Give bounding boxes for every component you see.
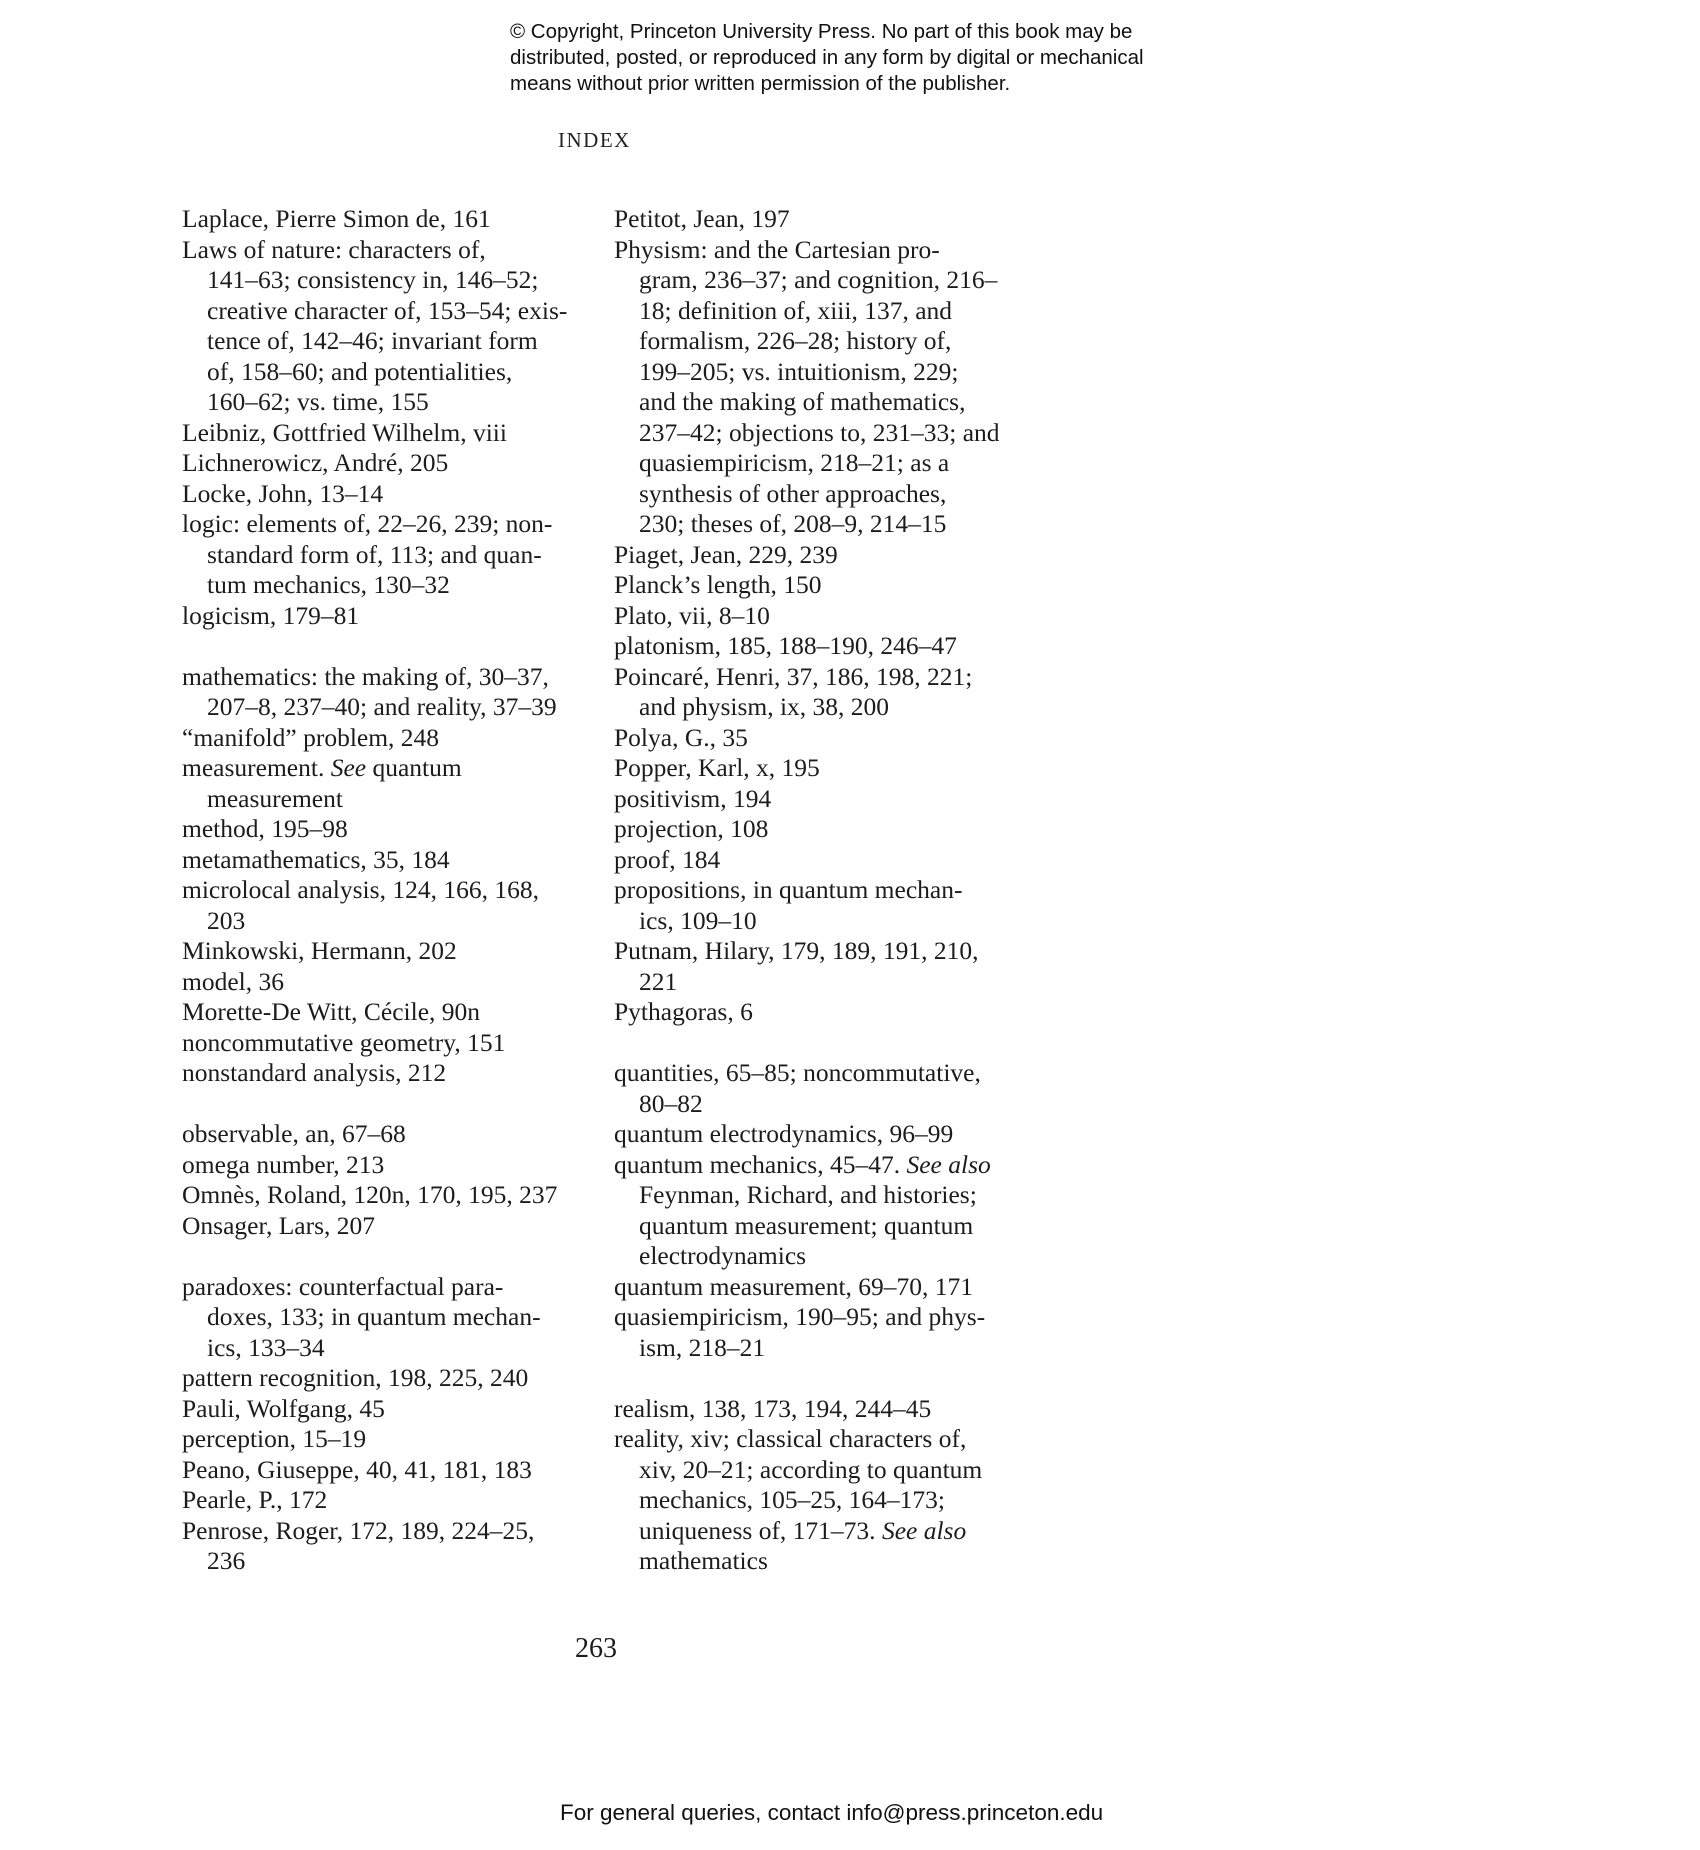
index-entry-text: platonism, 185, 188–190, 246–47 [614, 631, 957, 660]
index-entry-continuation [207, 784, 602, 815]
index-entry-heading [182, 600, 602, 632]
index-entry-text: electrodynamics [639, 1241, 807, 1270]
index-entry [614, 997, 1044, 1028]
see-target: quantum [366, 753, 462, 782]
index-entry-text: Popper, Karl, x, 195 [614, 753, 820, 782]
index-entry [614, 875, 1044, 936]
index-entry-text: mechanics, 105–25, 164–173; [639, 1485, 945, 1514]
index-entry-heading [614, 1302, 1044, 1333]
index-entry-heading [182, 509, 602, 540]
index-column-right [614, 204, 1044, 1577]
index-entry-text: 230; theses of, 208–9, 214–15 [639, 509, 947, 538]
index-entry-text: ism, 218–21 [639, 1332, 766, 1362]
index-entry-text: logic: elements of, 22–26, 239; non- [182, 509, 553, 538]
index-entry-heading [614, 844, 1044, 876]
letter-group-gap [182, 631, 602, 662]
index-entry [182, 601, 602, 632]
index-entry-text: method, 195–98 [182, 814, 348, 843]
index-entry-text: perception, 15–19 [182, 1424, 367, 1453]
index-entry-text: tence of, 142–46; invariant form [207, 326, 538, 355]
index-entry-heading [182, 814, 602, 845]
index-entry [182, 1363, 602, 1394]
index-entry-text: 237–42; objections to, 231–33; and [639, 417, 1000, 447]
index-entry-continuation [639, 479, 1044, 510]
index-entry-text: ics, 109–10 [639, 905, 757, 935]
index-entry-continuation [207, 540, 602, 571]
index-entry-text: measurement. [182, 753, 331, 782]
index-entry-text: model, 36 [182, 966, 284, 996]
index-entry [182, 1028, 602, 1059]
index-entry-continuation [639, 448, 1044, 479]
index-entry-continuation [207, 265, 602, 296]
index-entry-text: quantum measurement, 69–70, 171 [614, 1271, 974, 1301]
index-entry [614, 1119, 1044, 1150]
index-entry-text: uniqueness of, 171–73. [639, 1515, 882, 1545]
letter-group-gap [182, 1241, 602, 1272]
index-entry [182, 509, 602, 601]
index-entry-text: gram, 236–37; and cognition, 216– [639, 265, 998, 294]
index-entry-heading [182, 1210, 602, 1242]
index-entry-text: Laws of nature: characters of, [182, 234, 486, 264]
index-entry-continuation [207, 906, 602, 937]
index-entry [614, 723, 1044, 754]
index-entry [614, 1424, 1044, 1577]
index-entry-text: quantities, 65–85; noncommutative, [614, 1058, 981, 1087]
index-entry-heading [182, 722, 602, 754]
index-entry [614, 753, 1044, 784]
index-entry-continuation [207, 570, 602, 601]
index-entry-text: Petitot, Jean, 197 [614, 204, 790, 233]
index-entry [614, 1150, 1044, 1272]
letter-group-gap [614, 1028, 1044, 1059]
index-entry [182, 418, 602, 449]
index-entry [182, 875, 602, 936]
index-entry-heading [182, 204, 602, 235]
index-entry-continuation [639, 1089, 1044, 1120]
index-entry [614, 540, 1044, 571]
copyright-line: distributed, posted, or reproduced in any form by digital or mechanical [510, 46, 1144, 69]
index-entry-text: “manifold” problem, 248 [182, 722, 440, 752]
index-entry-heading [182, 478, 602, 510]
index-entry-heading [182, 997, 602, 1028]
index-entry [182, 1394, 602, 1425]
index-entry-text: 160–62; vs. time, 155 [207, 387, 429, 416]
index-entry-text: 236 [207, 1546, 246, 1575]
index-entry [614, 601, 1044, 632]
index-entry-text: of, 158–60; and potentialities, [207, 356, 513, 386]
index-entry-continuation [207, 357, 602, 388]
index-entry-text: mathematics: the making of, 30–37, [182, 661, 549, 691]
index-entry [182, 235, 602, 418]
index-entry-text: Lichnerowicz, André, 205 [182, 448, 449, 477]
index-entry-text: Omnès, Roland, 120n, 170, 195, 237 [182, 1180, 558, 1209]
index-entry-text: observable, an, 67–68 [182, 1119, 406, 1148]
index-entry [182, 723, 602, 754]
index-entry-heading [614, 1393, 1044, 1425]
index-entry-heading [614, 631, 1044, 662]
index-entry-continuation [207, 1302, 602, 1333]
index-entry-text: projection, 108 [614, 814, 769, 843]
index-entry-text: Onsager, Lars, 207 [182, 1210, 376, 1240]
index-entry-heading [614, 722, 1044, 754]
index-entry-heading [182, 1515, 602, 1547]
index-entry-continuation [639, 509, 1044, 540]
index-entry-continuation [207, 296, 602, 327]
index-entry-heading [614, 1119, 1044, 1150]
index-entry-continuation [639, 296, 1044, 327]
index-entry-text: creative character of, 153–54; exis- [207, 295, 568, 325]
index-entry-continuation [639, 326, 1044, 357]
index-entry-heading [182, 417, 602, 449]
index-entry [182, 845, 602, 876]
letter-group-gap [614, 1363, 1044, 1394]
index-entry-text: reality, xiv; classical characters of, [614, 1424, 967, 1453]
index-entry-text: 207–8, 237–40; and reality, 37–39 [207, 692, 557, 721]
index-entry-heading [614, 600, 1044, 632]
index-entry-continuation [639, 1485, 1044, 1516]
index-entry-heading [182, 234, 602, 266]
index-entry-text: Plato, vii, 8–10 [614, 600, 770, 630]
index-entry-continuation [639, 1333, 1044, 1364]
index-entry-heading [182, 966, 602, 998]
index-entry-heading [182, 1454, 602, 1486]
index-entry-heading [614, 1424, 1044, 1455]
page-number: 263 [575, 1633, 617, 1664]
index-entry-continuation [639, 692, 1044, 723]
index-entry [182, 753, 602, 814]
index-entry-continuation [639, 967, 1044, 998]
index-entry-heading [182, 448, 602, 479]
copyright-line: means without prior written permission of the publisher. [510, 72, 1011, 95]
index-entry-heading [182, 753, 602, 784]
copyright-notice [510, 19, 1230, 97]
index-entry-heading [614, 936, 1044, 967]
index-entry-heading [614, 661, 1044, 693]
index-entry-text: Peano, Giuseppe, 40, 41, 181, 183 [182, 1454, 532, 1484]
index-entry [182, 1272, 602, 1364]
index-entry [182, 1058, 602, 1089]
index-column-left [182, 204, 602, 1577]
contact-footer: For general queries, contact info@press.princeton.edu [560, 1800, 1104, 1825]
index-entry-text: and the making of mathematics, [639, 387, 966, 416]
index-entry [182, 662, 602, 723]
index-entry-heading [614, 1058, 1044, 1089]
index-entry-heading [182, 1424, 602, 1455]
index-entry [182, 1455, 602, 1486]
letter-group-gap [182, 1089, 602, 1120]
index-entry-heading [614, 814, 1044, 845]
index-entry [182, 936, 602, 967]
index-entry-text: quantum electrodynamics, 96–99 [614, 1119, 954, 1148]
index-entry [182, 1516, 602, 1577]
index-entry-continuation [639, 418, 1044, 449]
index-entry-text: microlocal analysis, 124, 166, 168, [182, 875, 539, 904]
index-entry [614, 936, 1044, 997]
index-entry-text: 80–82 [639, 1088, 703, 1118]
index-entry-text: Locke, John, 13–14 [182, 478, 384, 508]
index-entry-text: propositions, in quantum mechan- [614, 875, 963, 904]
index-entry-text: pattern recognition, 198, 225, 240 [182, 1363, 529, 1392]
index-entry-continuation [207, 1546, 602, 1577]
index-entry [182, 1180, 602, 1211]
index-entry-heading [182, 1393, 602, 1425]
index-entry-continuation [639, 906, 1044, 937]
index-entry [614, 570, 1044, 601]
index-entry-text: Physism: and the Cartesian pro- [614, 234, 940, 264]
index-entry-heading [182, 1149, 602, 1181]
index-entry [182, 1119, 602, 1150]
index-entry [182, 1150, 602, 1181]
index-entry-continuation [639, 1516, 1044, 1547]
index-entry [614, 1272, 1044, 1303]
index-entry-text: xiv, 20–21; according to quantum [639, 1454, 983, 1484]
index-entry-text: paradoxes: counterfactual para- [182, 1271, 504, 1301]
index-entry-continuation [639, 1211, 1044, 1242]
index-entry-heading [614, 234, 1044, 266]
see-also-reference: See also [906, 1149, 991, 1179]
index-entry [614, 845, 1044, 876]
index-entry-text: 18; definition of, xiii, 137, and [639, 295, 953, 325]
index-entry-text: tum mechanics, 130–32 [207, 570, 450, 599]
index-entry-text: measurement [207, 783, 343, 813]
index-entry-continuation [207, 692, 602, 723]
index-entry-text: Penrose, Roger, 172, 189, 224–25, [182, 1515, 535, 1545]
index-entry [614, 784, 1044, 815]
index-entry-text: doxes, 133; in quantum mechan- [207, 1302, 541, 1331]
index-entry-text: Piaget, Jean, 229, 239 [614, 539, 838, 569]
index-entry-text: 221 [639, 966, 678, 996]
index-entry-continuation [639, 1180, 1044, 1211]
index-entry-heading [614, 539, 1044, 571]
index-entry-text: quantum measurement; quantum [639, 1210, 974, 1240]
index-entry-continuation [639, 1455, 1044, 1486]
index-entry-heading [182, 1180, 602, 1211]
see-also-reference: See also [881, 1515, 967, 1545]
index-entry-text: realism, 138, 173, 194, 244–45 [614, 1393, 932, 1423]
index-entry-heading [182, 1058, 602, 1089]
index-entry-text: formalism, 226–28; history of, [639, 326, 952, 355]
index-entry [182, 814, 602, 845]
index-entry-heading [182, 661, 602, 693]
index-entry-text: Pearle, P., 172 [182, 1485, 328, 1514]
index-entry-text: Morette-De Witt, Cécile, 90n [182, 997, 481, 1026]
index-entry-heading [182, 936, 602, 967]
index-entry-text: synthesis of other approaches, [639, 478, 947, 508]
index-entry [182, 204, 602, 235]
index-entry-text: logicism, 179–81 [182, 600, 360, 630]
index-entry-heading [614, 570, 1044, 601]
index-entry-continuation [207, 1333, 602, 1364]
index-entry-text: 203 [207, 905, 246, 935]
running-head: INDEX [558, 128, 631, 152]
index-entry-text: metamathematics, 35, 184 [182, 844, 450, 874]
index-entry-text: ics, 133–34 [207, 1332, 325, 1362]
index-entry-text: Minkowski, Hermann, 202 [182, 936, 457, 965]
index-entry-heading [182, 1271, 602, 1303]
index-entry-text: Putnam, Hilary, 179, 189, 191, 210, [614, 936, 979, 965]
index-entry-text: Planck’s length, 150 [614, 570, 822, 599]
index-entry-heading [614, 204, 1044, 235]
index-entry-heading [182, 844, 602, 876]
index-entry [614, 1302, 1044, 1363]
index-entry [182, 997, 602, 1028]
index-entry-heading [614, 1271, 1044, 1303]
index-entry-text: positivism, 194 [614, 783, 772, 813]
index-entry-text: 199–205; vs. intuitionism, 229; [639, 356, 959, 386]
index-entry [182, 1211, 602, 1242]
index-entry [182, 1424, 602, 1455]
index-entry-continuation [639, 387, 1044, 418]
index-entry-heading [614, 783, 1044, 815]
index-entry-continuation [639, 357, 1044, 388]
index-entry [182, 448, 602, 479]
index-entry-text: quantum mechanics, 45–47. [614, 1149, 907, 1179]
index-entry [614, 1058, 1044, 1119]
index-entry-text: nonstandard analysis, 212 [182, 1058, 447, 1087]
index-entry-heading [182, 1119, 602, 1150]
index-entry-text: Polya, G., 35 [614, 722, 748, 752]
index-entry-text: Pythagoras, 6 [614, 997, 753, 1026]
index-entry-text: quasiempiricism, 218–21; as a [639, 448, 950, 477]
index-entry-continuation [639, 265, 1044, 296]
see-reference: See [330, 753, 367, 782]
index-entry [182, 479, 602, 510]
index-entry-text: noncommutative geometry, 151 [182, 1027, 506, 1057]
index-entry-continuation [207, 387, 602, 418]
index-entry-text: Leibniz, Gottfried Wilhelm, viii [182, 417, 507, 447]
index-entry [614, 631, 1044, 662]
index-entry [614, 662, 1044, 723]
index-entry-heading [614, 875, 1044, 906]
index-entry-heading [614, 1149, 1044, 1181]
index-entry [614, 1394, 1044, 1425]
index-entry [614, 814, 1044, 845]
index-entry-heading [182, 875, 602, 906]
index-entry-text: Poincaré, Henri, 37, 186, 198, 221; [614, 661, 973, 691]
index-entry-text: standard form of, 113; and quan- [207, 539, 542, 569]
index-entry-continuation [207, 326, 602, 357]
index-entry-text: and physism, ix, 38, 200 [639, 692, 890, 721]
index-entry-heading [614, 753, 1044, 784]
index-entry-text: Pauli, Wolfgang, 45 [182, 1393, 385, 1423]
index-entry-heading [182, 1027, 602, 1059]
index-entry-text: proof, 184 [614, 844, 721, 874]
index-entry-heading [614, 997, 1044, 1028]
index-entry-text: Feynman, Richard, and histories; [639, 1180, 977, 1209]
index-entry-heading [182, 1485, 602, 1516]
copyright-line: © Copyright, Princeton University Press. No part of this book may be [510, 20, 1133, 43]
index-entry-text: Laplace, Pierre Simon de, 161 [182, 204, 491, 233]
index-entry-text: mathematics [639, 1546, 768, 1575]
index-entry-text: omega number, 213 [182, 1149, 385, 1179]
index-entry [614, 235, 1044, 540]
index-entry-continuation [639, 1241, 1044, 1272]
index-entry [182, 967, 602, 998]
index-entry [182, 1485, 602, 1516]
index-entry [614, 204, 1044, 235]
index-entry-text: 141–63; consistency in, 146–52; [207, 265, 539, 294]
index-entry-heading [182, 1363, 602, 1394]
index-entry-continuation [639, 1546, 1044, 1577]
index-entry-text: quasiempiricism, 190–95; and phys- [614, 1302, 986, 1331]
